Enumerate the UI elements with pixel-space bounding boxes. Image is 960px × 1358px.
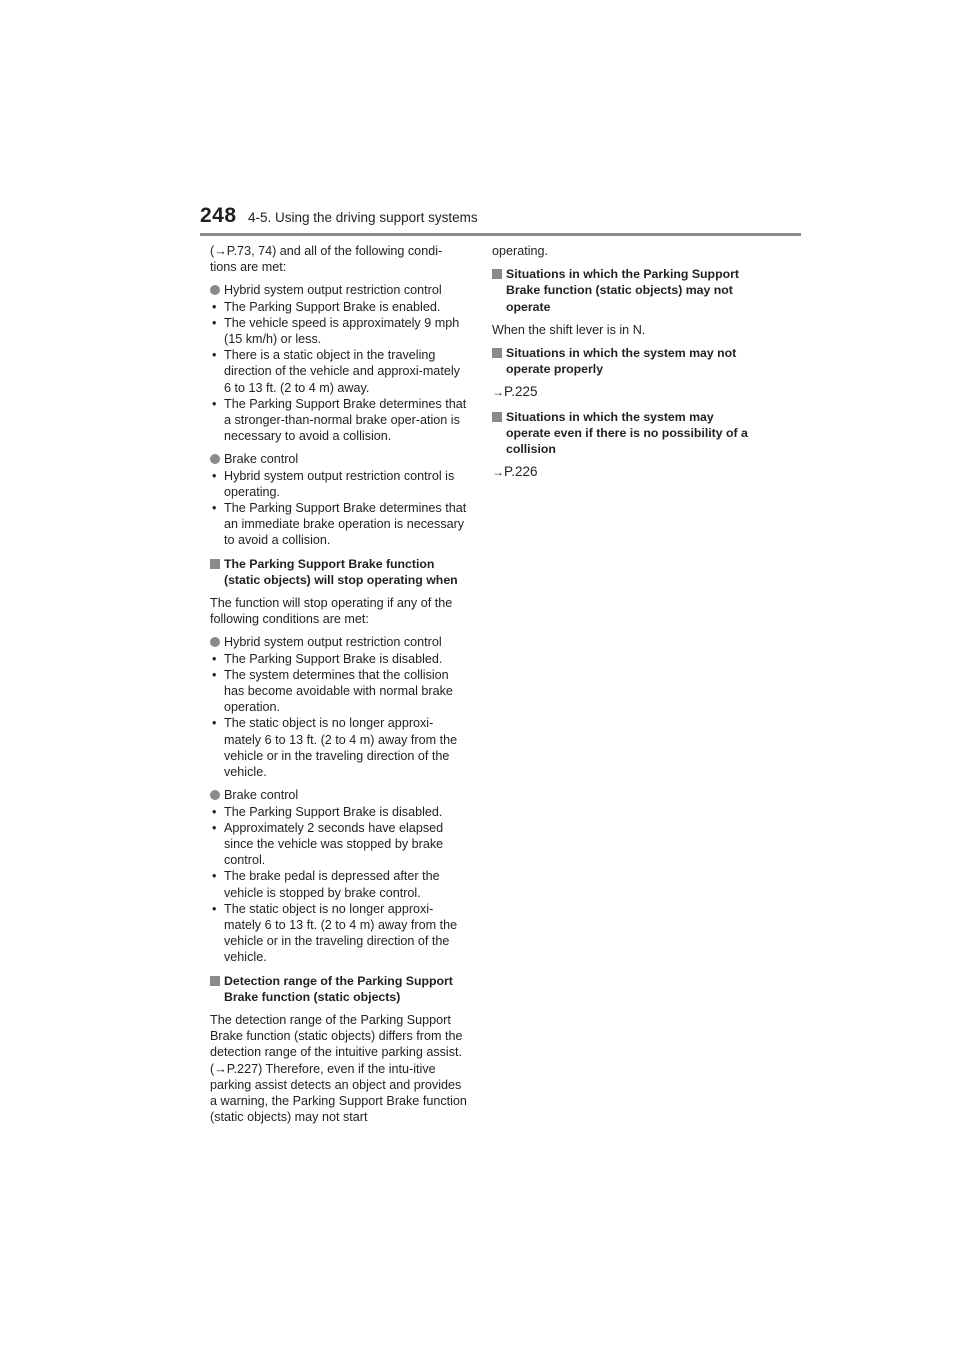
heading-text: The Parking Support Brake function (static objects) will stop operating when bbox=[224, 556, 458, 587]
item-title: Hybrid system output restriction control bbox=[224, 283, 442, 298]
dot-bullet-icon: • bbox=[212, 820, 217, 835]
square-bullet-icon bbox=[492, 348, 502, 358]
list-item bbox=[210, 282, 468, 444]
square-bullet-icon bbox=[210, 559, 220, 569]
item-title: Brake control bbox=[224, 788, 299, 803]
circle-bullet-icon bbox=[210, 285, 220, 295]
sub-item: The static object is no longer approxi-mately 6 to 13 ft. (2 to 4 m) away from the vehicle or in the traveling direction of the vehicle. bbox=[224, 716, 458, 780]
stop-intro-text: The function will stop operating if any of the following conditions are met: bbox=[210, 596, 453, 627]
arrow-right-icon: → bbox=[492, 385, 504, 400]
sub-item: The brake pedal is depressed after the vehicle is stopped by brake control. bbox=[224, 869, 440, 900]
sub-item: The Parking Support Brake is disabled. bbox=[224, 804, 443, 819]
sub-item: Approximately 2 seconds have elapsed since the vehicle was stopped by brake control. bbox=[224, 820, 444, 868]
sub-item: The Parking Support Brake is disabled. bbox=[224, 651, 443, 666]
square-bullet-icon bbox=[492, 412, 502, 422]
header-rule bbox=[200, 233, 801, 236]
section-heading bbox=[492, 409, 754, 458]
reference-label: P.225 bbox=[504, 384, 538, 400]
item-title: Hybrid system output restriction control bbox=[224, 635, 442, 650]
dot-bullet-icon: • bbox=[212, 667, 217, 682]
sub-item: Hybrid system output restriction control is operating. bbox=[224, 468, 455, 499]
dot-bullet-icon: • bbox=[212, 299, 217, 314]
circle-bullet-icon bbox=[210, 637, 220, 647]
reference-label: P.226 bbox=[504, 464, 538, 480]
heading-text: Situations in which the system may not operate properly bbox=[506, 346, 737, 377]
dot-bullet-icon: • bbox=[212, 468, 217, 483]
sub-item: There is a static object in the traveling direction of the vehicle and approxi-mately 6 to 13 ft. (2 to 4 m) away. bbox=[224, 348, 460, 395]
detection-text: The detection range of the Parking Support Brake function (static objects) differs from the detection range of the intuitive parking assist. (→P.227) Therefore, even if the intu-itive parking assist detects an object and provides a warning, the Parking Support Brake function (static objects) may not start bbox=[210, 1012, 467, 1125]
dot-bullet-icon: • bbox=[212, 348, 217, 363]
sub-item: The system determines that the collision has become avoidable with normal brake operation. bbox=[224, 667, 453, 715]
section-heading bbox=[492, 345, 754, 377]
dot-bullet-icon: • bbox=[212, 804, 217, 819]
page-reference-link[interactable] bbox=[492, 384, 754, 400]
section-title: 4-5. Using the driving support systems bbox=[248, 210, 478, 225]
section-heading bbox=[492, 266, 754, 315]
body-text: When the shift lever is in N. bbox=[492, 322, 646, 337]
dot-bullet-icon: • bbox=[212, 651, 217, 666]
square-bullet-icon bbox=[210, 976, 220, 986]
circle-bullet-icon bbox=[210, 454, 220, 464]
page-header bbox=[200, 204, 801, 236]
sub-item: The Parking Support Brake determines that a stronger-than-normal brake oper-ation is necessary to avoid a collision. bbox=[224, 396, 467, 444]
square-bullet-icon bbox=[492, 269, 502, 279]
arrow-right-icon: → bbox=[492, 465, 504, 480]
sub-item: The vehicle speed is approximately 9 mph (15 km/h) or less. bbox=[224, 315, 460, 347]
list-item bbox=[210, 451, 468, 548]
page-reference-link[interactable] bbox=[492, 464, 754, 480]
heading-text: Situations in which the Parking Support Brake function (static objects) may not operate bbox=[506, 267, 739, 314]
sub-item: The Parking Support Brake determines that an immediate brake operation is necessary to avoid a collision. bbox=[224, 501, 467, 548]
list-item bbox=[210, 634, 468, 780]
list-item bbox=[210, 787, 468, 965]
section-heading bbox=[210, 973, 468, 1005]
continuation-text: operating. bbox=[492, 244, 549, 258]
intro-text: (→P.73, 74) and all of the following condi-tions are met: bbox=[210, 244, 443, 275]
dot-bullet-icon: • bbox=[212, 315, 217, 330]
page-number: 248 bbox=[200, 204, 237, 227]
dot-bullet-icon: • bbox=[212, 901, 217, 916]
item-title: Brake control bbox=[224, 452, 299, 467]
section-heading bbox=[210, 556, 468, 588]
left-column bbox=[210, 243, 468, 1132]
sub-item: The Parking Support Brake is enabled. bbox=[224, 299, 441, 314]
heading-text: Situations in which the system may operate even if there is no possibility of a collision bbox=[506, 409, 748, 457]
heading-text: Detection range of the Parking Support Brake function (static objects) bbox=[224, 973, 453, 1004]
dot-bullet-icon: • bbox=[212, 501, 217, 516]
dot-bullet-icon: • bbox=[212, 396, 217, 411]
circle-bullet-icon bbox=[210, 790, 220, 800]
dot-bullet-icon: • bbox=[212, 716, 217, 731]
sub-item: The static object is no longer approxi-mately 6 to 13 ft. (2 to 4 m) away from the vehicle or in the traveling direction of the vehicle. bbox=[224, 901, 458, 965]
right-column bbox=[492, 243, 754, 488]
dot-bullet-icon: • bbox=[212, 869, 217, 884]
